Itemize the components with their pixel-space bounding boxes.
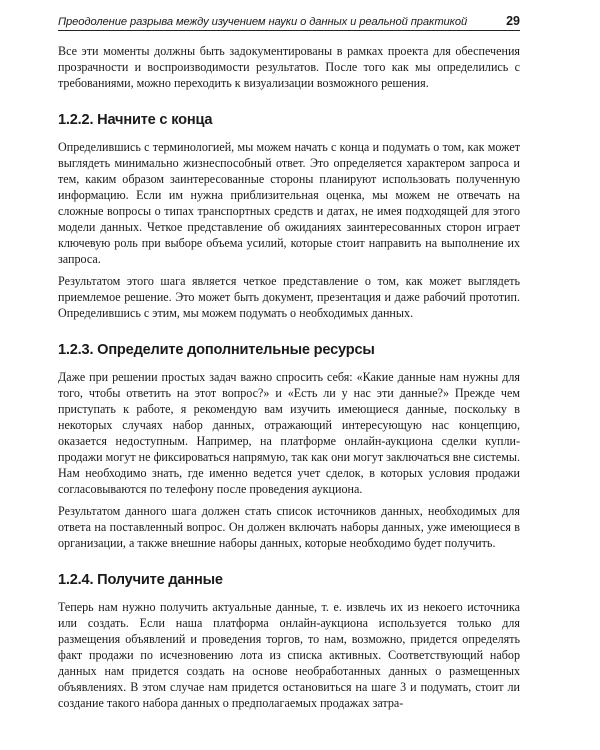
page-number: 29 — [506, 14, 520, 28]
section-heading-1-2-3: 1.2.3. Определите дополнительные ресурсы — [58, 342, 375, 358]
paragraph: Даже при решении простых задач важно спросить себя: «Какие данные нам нужны для того, чтобы ответить на этот вопрос?» и «Есть ли у нас эти данные?» Прежде чем приступать к работе, я рекомендую вам изучить имеющиеся данные, поскольку в некоторых случаях набор данных, отражающий интересующую нас концепцию, оказается недоступным. Например, на платформе онлайн-аукциона сделки купли-продажи могут не фиксироваться напрямую, так как они могут заключаться вне системы. Нам необходимо знать, где именно ведется учет сделок, в которых условия продажи согласовываются по телефону после проведения аукциона. — [58, 370, 520, 496]
running-header — [58, 14, 520, 31]
section-heading-1-2-2: 1.2.2. Начните с конца — [58, 112, 213, 128]
paragraph: Определившись с терминологией, мы можем начать с конца и подумать о том, как может выглядеть минимально жизнеспособный ответ. Это определяется характером запроса и тем, каким образом заинтересованные стороны планируют использовать полученную информацию. Если им нужна приблизительная оценка, мы можем не отвечать на сложные вопросы о типах транспортных средств и датах, не имея подходящей для этого модели данных. Четкое представление об ожиданиях заинтересованных сторон играет ключевую роль при выборе объема усилий, которые стоит направить на выполнение их запроса. — [58, 140, 520, 266]
paragraph: Теперь нам нужно получить актуальные данные, т. е. извлечь их из некоего источника или создать. Если наша платформа онлайн-аукциона используется только для размещения объявлений и проведения торгов, то нам, возможно, придется определять факт продажи по исчезновению лота из списка активных. Соответствующий набор данных нам придется создать на основе необработанных данных о размещенных объявлениях. В этом случае нам придется остановиться на шаге 3 и подумать, стоит ли создание такого набора данных о предполагаемых продажах затра- — [58, 600, 520, 710]
paragraph: Результатом данного шага должен стать список источников данных, необходимых для ответа на поставленный вопрос. Он должен включать наборы данных, уже имеющиеся в организации, а также внешние наборы данных, которые необходимо будет получить. — [58, 504, 520, 550]
book-page — [58, 14, 520, 717]
page-content — [58, 43, 520, 711]
intro-paragraph: Все эти моменты должны быть задокументированы в рамках проекта для обеспечения прозрачности и воспроизводимости результатов. После того как мы определились с требованиями, можно переходить к визуализации возможного решения. — [58, 44, 520, 90]
section-heading-1-2-4: 1.2.4. Получите данные — [58, 572, 223, 588]
running-title: Преодоление разрыва между изучением науки о данных и реальной практикой — [58, 16, 468, 28]
paragraph: Результатом этого шага является четкое представление о том, как может выглядеть приемлемое решение. Это может быть документ, презентация и даже рабочий прототип. Определившись с этим, мы можем подумать о необходимых данных. — [58, 274, 520, 320]
